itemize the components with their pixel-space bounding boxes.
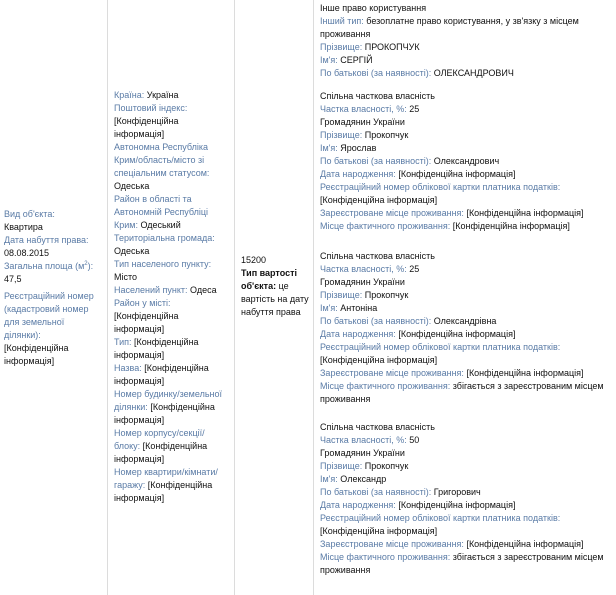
surname-line: Прізвище: Прокопчук xyxy=(320,461,409,471)
registration-number-label: Реєстраційний номер (кадастровий номер для земельної ділянки): xyxy=(4,291,94,340)
birth-date-line: Дата народження: [Конфіденційна інформація] xyxy=(320,500,516,510)
patronymic-line: По батькові (за наявності): Григорович xyxy=(320,487,481,497)
corpus-number-line: Номер корпусу/секції/блоку: [Конфіденційна інформація] xyxy=(114,428,208,464)
tax-number-line: Реєстраційний номер облікової картки платника податків: [Конфіденційна інформація] xyxy=(320,182,561,205)
patronymic-line: По батькові (за наявності): Олександрівна xyxy=(320,316,497,326)
registered-place-line: Зареєстроване місце проживання: [Конфіденційна інформація] xyxy=(320,368,584,378)
other-right-block xyxy=(320,2,614,80)
tax-number-line: Реєстраційний номер облікової картки платника податків: [Конфіденційна інформація] xyxy=(320,342,561,365)
community-line: Територіальна громада: Одеська xyxy=(114,233,215,256)
street-name-line: Назва: [Конфіденційна інформація] xyxy=(114,363,209,386)
region-line: Автономна Республіка Крим/область/місто зі спеціальним статусом: Одеська xyxy=(114,142,210,191)
country-line: Країна: Україна xyxy=(114,90,179,100)
tax-number-line: Реєстраційний номер облікової картки платника податків: [Конфіденційна інформація] xyxy=(320,513,561,536)
actual-place-line: Місце фактичного проживання: збігається з зареєстрованим місцем проживання xyxy=(320,381,604,404)
object-value: 15200 xyxy=(241,255,267,265)
birth-date-line: Дата народження: [Конфіденційна інформація] xyxy=(320,169,516,179)
surname-line: Прізвище: Прокопчук xyxy=(320,290,409,300)
object-type-label: Вид об'єкта: xyxy=(4,209,55,219)
other-surname-line: Прізвище: ПРОКОПЧУК xyxy=(320,42,420,52)
other-type-line: Інший тип: безоплатне право користування, у зв'язку з місцем проживання xyxy=(320,16,579,39)
object-info-cell xyxy=(0,0,108,595)
actual-place-line: Місце фактичного проживання: збігається з зареєстрованим місцем проживання xyxy=(320,552,604,575)
address-cell xyxy=(108,0,235,595)
area-line xyxy=(4,260,103,286)
owner-block xyxy=(320,250,614,406)
apartment-number-line: Номер квартири/кімнати/гаражу: [Конфіденційна інформація] xyxy=(114,467,218,503)
citizenship: Громадянин України xyxy=(320,117,405,127)
share-line: Частка власності, %: 25 xyxy=(320,104,420,114)
owner-block xyxy=(320,90,614,233)
area-label: Загальна площа $(м^2)$: xyxy=(4,261,94,271)
other-name-line: Ім'я: СЕРГІЙ xyxy=(320,55,373,65)
other-right-title: Інше право користування xyxy=(320,3,427,13)
name-line: Ім'я: Антоніна xyxy=(320,303,378,313)
name-line: Ім'я: Ярослав xyxy=(320,143,377,153)
ownership-title: Спільна часткова власність xyxy=(320,91,435,101)
registered-place-line: Зареєстроване місце проживання: [Конфіденційна інформація] xyxy=(320,208,584,218)
street-type-line: Тип: [Конфіденційна інформація] xyxy=(114,337,199,360)
settlement-line: Населений пункт: Одеса xyxy=(114,285,217,295)
building-number-line: Номер будинку/земельної ділянки: [Конфіденційна інформація] xyxy=(114,389,222,425)
value-cell xyxy=(235,0,314,595)
birth-date-line: Дата народження: [Конфіденційна інформація] xyxy=(320,329,516,339)
ownership-title: Спільна часткова власність xyxy=(320,422,435,432)
actual-place-line: Місце фактичного проживання: [Конфіденційна інформація] xyxy=(320,221,570,231)
surname-line: Прізвище: Прокопчук xyxy=(320,130,409,140)
area-value: 47,5 xyxy=(4,274,22,284)
share-line: Частка власності, %: 50 xyxy=(320,435,420,445)
object-type-value: Квартира xyxy=(4,222,43,232)
acquisition-date-label: Дата набуття права: xyxy=(4,235,89,245)
citizenship: Громадянин України xyxy=(320,448,405,458)
registered-place-line: Зареєстроване місце проживання: [Конфіденційна інформація] xyxy=(320,539,584,549)
city-district-line: Район у місті: [Конфіденційна інформація] xyxy=(114,298,179,334)
acquisition-date-value: 08.08.2015 xyxy=(4,248,50,258)
settlement-type-line: Тип населеного пункту: Місто xyxy=(114,259,212,282)
other-patronymic-line: По батькові (за наявності): ОЛЕКСАНДРОВИЧ xyxy=(320,68,514,78)
name-line: Ім'я: Олександр xyxy=(320,474,387,484)
patronymic-line: По батькові (за наявності): Олександрович xyxy=(320,156,500,166)
registration-number-value: [Конфіденційна інформація] xyxy=(4,343,69,366)
share-line: Частка власності, %: 25 xyxy=(320,264,420,274)
postal-code-line: Поштовий індекс: [Конфіденційна інформація] xyxy=(114,103,188,139)
ownership-title: Спільна часткова власність xyxy=(320,251,435,261)
rights-cell xyxy=(314,0,616,595)
citizenship: Громадянин України xyxy=(320,277,405,287)
district-line: Район в області та Автономній Республіці Крим: Одеський xyxy=(114,194,209,230)
owner-block xyxy=(320,421,614,577)
value-type-line: Тип вартості об'єкта: це вартість на дату набуття права xyxy=(241,268,309,317)
